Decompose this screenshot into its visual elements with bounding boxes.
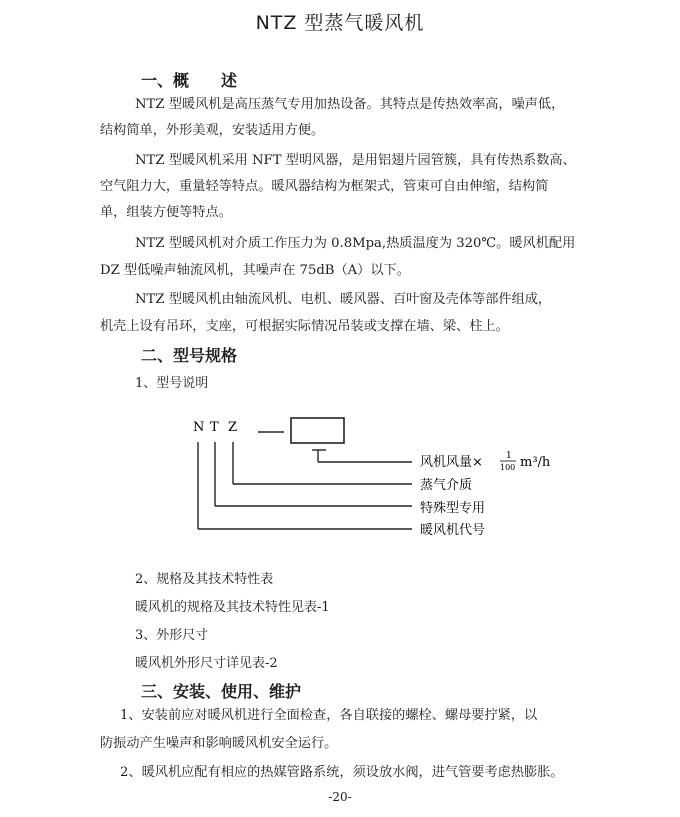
dimensions-reference: 暖风机外形尺寸详见表-2 [135,656,278,671]
diagram-letter-z: Z [228,420,238,435]
page-title: NTZ 型蒸气暖风机 [255,12,425,34]
diagram-label-flow-numerator: 1 [506,451,512,461]
diagram-label-medium: 蒸气介质 [420,478,473,493]
paragraph-line: 空气阻力大，重量轻等特点。暖风器结构为框架式，管束可自由伸缩，结构简 [100,179,549,194]
diagram-letter-t: T [210,420,219,435]
diagram-label-flow-denominator: 100 [500,463,516,472]
diagram-label-special: 特殊型专用 [420,501,486,516]
paragraph-line: 2、暖风机应配有相应的热媒管路系统，须设放水阀，进气管要考虑热膨胀。 [120,765,564,780]
diagram-label-flow-unit: m³/h [520,455,551,470]
paragraph-line: DZ 型低噪声轴流风机，其噪声在 75dB（A）以下。 [100,263,410,278]
diagram-label-code: 暖风机代号 [420,523,486,538]
paragraph-line: NTZ 型暖风机由轴流风机、电机、暖风器、百叶窗及壳体等部件组成， [135,292,552,307]
paragraph-line: 1、安装前应对暖风机进行全面检查，各自联接的螺栓、螺母要拧紧，以 [120,708,538,723]
diagram-flow-box [291,418,344,443]
page-number: -20- [328,790,352,804]
diagram-label-flow: 风机风量× [420,455,483,470]
spec-table-reference: 暖风机的规格及其技术特性见表-1 [135,600,330,615]
paragraph-line: NTZ 型暖风机采用 NFT 型明风器，是用铝翅片园管簇，具有传热系数高、 [135,153,576,168]
paragraph-line: 结构简单，外形美观，安装适用方便。 [100,123,325,138]
subsection-model-description: 1、型号说明 [135,376,209,391]
paragraph-line: 防振动产生噪声和影响暖风机安全运行。 [100,736,338,751]
subsection-dimensions: 3、外形尺寸 [135,628,209,643]
diagram-letter-n: N [193,420,205,435]
section-heading-model-spec: 二、型号规格 [141,346,238,365]
section-heading-overview: 一、概 述 [141,71,238,90]
section-heading-installation: 三、安装、使用、维护 [141,682,302,701]
paragraph-line: 单，组装方便等特点。 [100,205,232,220]
subsection-spec-table: 2、规格及其技术特性表 [135,572,274,587]
paragraph-line: NTZ 型暖风机对介质工作压力为 0.8Mpa,热质温度为 320℃。暖风机配用 [135,236,576,251]
paragraph-line: 机壳上设有吊环，支座，可根据实际情况吊装或支撑在墙、梁、柱上。 [100,319,509,334]
paragraph-line: NTZ 型暖风机是高压蒸气专用加热设备。其特点是传热效率高，噪声低， [135,97,565,112]
